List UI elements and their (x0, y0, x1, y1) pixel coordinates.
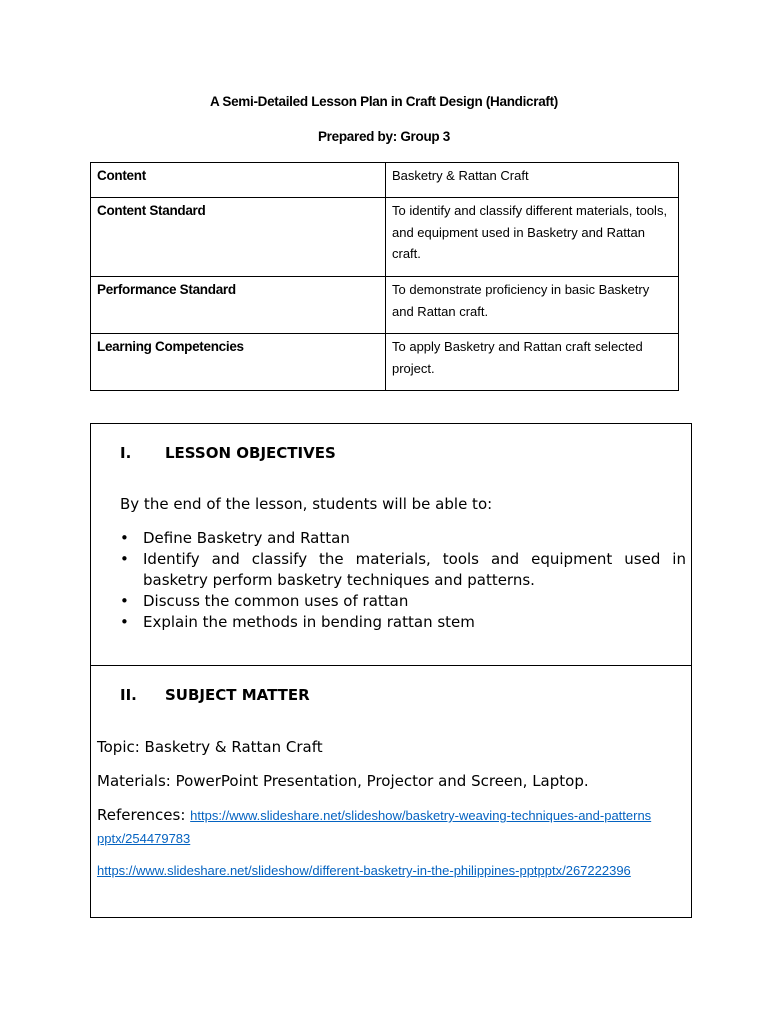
list-item-text: Discuss the common uses of rattan (143, 592, 409, 610)
row-label-performance-standard: Performance Standard (91, 277, 386, 334)
objectives-list (120, 528, 686, 633)
objectives-intro: By the end of the lesson, students will be able to: (120, 495, 493, 513)
row-label-learning-competencies: Learning Competencies (91, 334, 386, 391)
row-value-learning-competencies: To apply Basketry and Rattan craft selected project. (386, 334, 679, 391)
bullet-icon: • (120, 529, 129, 547)
table-row (91, 163, 679, 198)
section-number: I. (120, 444, 132, 462)
section-title: LESSON OBJECTIVES (165, 444, 336, 462)
list-item-text: Define Basketry and Rattan (143, 529, 350, 547)
list-item (120, 549, 686, 591)
topic-text: Topic: Basketry & Rattan Craft (97, 738, 323, 756)
section-number: II. (120, 686, 137, 704)
list-item (120, 528, 686, 549)
row-label-content: Content (91, 163, 386, 198)
row-value-performance-standard: To demonstrate proficiency in basic Basketry and Rattan craft. (386, 277, 679, 334)
table-row (91, 277, 679, 334)
bullet-icon: • (120, 592, 129, 610)
bullet-icon: • (120, 550, 129, 568)
references-block (97, 804, 657, 850)
bullet-icon: • (120, 613, 129, 631)
row-label-content-standard: Content Standard (91, 198, 386, 277)
reference-link-1[interactable]: https://www.slideshare.net/slideshow/basketry-weaving-techniques-and-patternspptx/254479783 (97, 808, 652, 846)
references-label: References: (97, 806, 191, 824)
prepared-by: Prepared by: Group 3 (317, 129, 451, 144)
list-item (120, 591, 686, 612)
row-value-content: Basketry & Rattan Craft (386, 163, 679, 198)
lesson-objectives-section (90, 423, 692, 666)
row-value-content-standard: To identify and classify different materials, tools, and equipment used in Basketry and Rattan craft. (386, 198, 679, 277)
subject-matter-section (90, 665, 692, 918)
lesson-info-table (90, 162, 679, 391)
list-item (120, 612, 686, 633)
list-item-text: Identify and classify the materials, tools and equipment used in basketry perform basketry techniques and patterns. (143, 550, 686, 589)
document-title: A Semi-Detailed Lesson Plan in Craft Design (Handicraft) (209, 94, 559, 109)
table-row (91, 334, 679, 391)
materials-text: Materials: PowerPoint Presentation, Projector and Screen, Laptop. (97, 772, 589, 790)
section-heading (120, 444, 336, 462)
reference-link-2[interactable]: https://www.slideshare.net/slideshow/different-basketry-in-the-philippines-pptpptx/267222396 (97, 863, 631, 878)
section-title: SUBJECT MATTER (165, 686, 310, 704)
list-item-text: Explain the methods in bending rattan stem (143, 613, 475, 631)
section-heading (120, 686, 310, 704)
references-block-2 (97, 860, 657, 882)
table-row (91, 198, 679, 277)
